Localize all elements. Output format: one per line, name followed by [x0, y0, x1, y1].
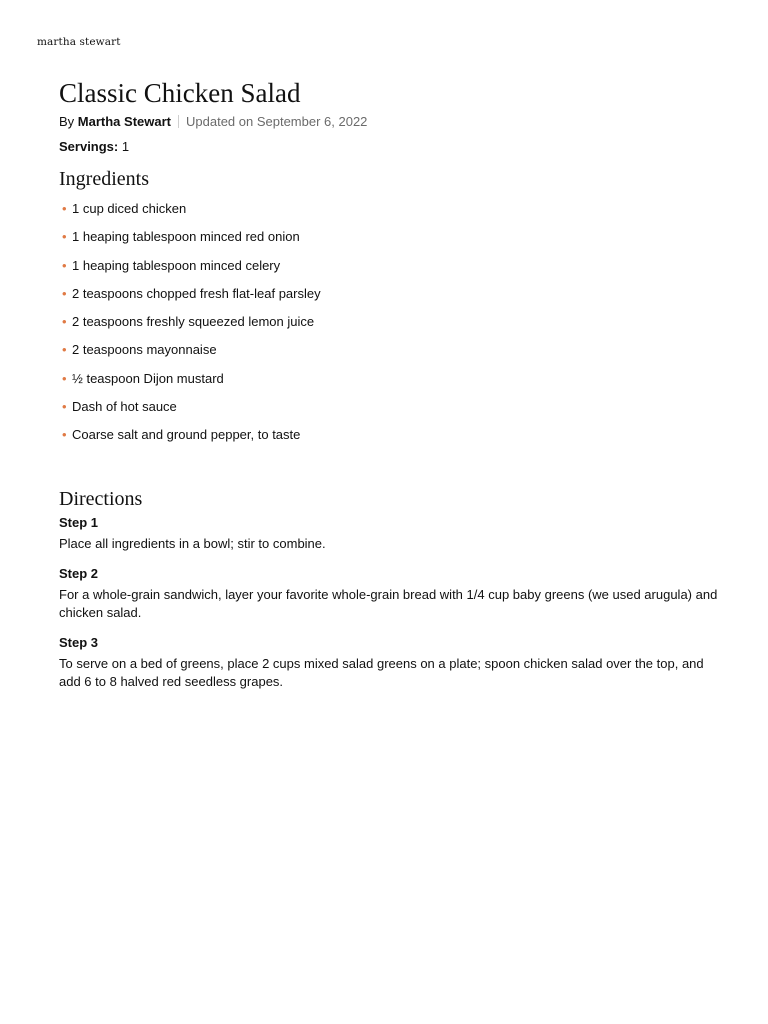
step-label: Step 3 [59, 635, 99, 650]
step-label: Step 1 [59, 515, 99, 530]
bullet-icon: • [62, 285, 67, 301]
ingredient-item [59, 340, 321, 368]
step-1 [59, 514, 719, 553]
bullet-icon: • [62, 314, 67, 330]
ingredient-item [59, 369, 321, 397]
ingredient-item [59, 199, 321, 227]
ingredient-text: 1 heaping tablespoon minced celery [72, 257, 281, 273]
ingredient-text: 2 teaspoons chopped fresh flat-leaf parsley [72, 285, 321, 301]
ingredient-text: Dash of hot sauce [72, 399, 177, 415]
step-2 [59, 565, 719, 622]
ingredient-item [59, 425, 321, 453]
servings [59, 138, 129, 156]
ingredients-list [59, 199, 321, 454]
servings-value: 1 [121, 139, 130, 154]
site-logo[interactable]: martha stewart [37, 36, 121, 48]
ingredient-item [59, 312, 321, 340]
directions-steps [59, 514, 719, 691]
step-text: Place all ingredients in a bowl; stir to combine. [59, 536, 326, 551]
ingredient-text: ½ teaspoon Dijon mustard [72, 370, 224, 386]
bullet-icon: • [62, 229, 67, 245]
bullet-icon: • [62, 257, 67, 273]
ingredient-text: Coarse salt and ground pepper, to taste [72, 427, 301, 443]
servings-label: Servings: [59, 139, 119, 154]
recipe-title: Classic Chicken Salad [59, 78, 301, 108]
ingredient-item [59, 227, 321, 255]
ingredient-item [59, 256, 321, 284]
updated-date: Updated on September 6, 2022 [186, 114, 368, 129]
directions-heading: Directions [59, 488, 143, 510]
step-label: Step 2 [59, 566, 99, 581]
bullet-icon: • [62, 427, 67, 443]
bullet-icon: • [62, 370, 67, 386]
ingredient-text: 1 cup diced chicken [72, 201, 187, 216]
author-link[interactable]: Martha Stewart [77, 114, 171, 129]
ingredient-text: 1 heaping tablespoon minced red onion [72, 229, 300, 245]
ingredient-text: 2 teaspoons freshly squeezed lemon juice [72, 314, 315, 330]
byline-divider [178, 115, 179, 128]
step-text: To serve on a bed of greens, place 2 cups mixed salad greens on a plate; spoon chicken salad over the top, and add 6 to 8 halved red seedless grapes. [59, 656, 704, 689]
ingredient-text: 2 teaspoons mayonnaise [72, 342, 217, 358]
bullet-icon: • [62, 342, 67, 358]
ingredient-item [59, 397, 321, 425]
ingredients-heading: Ingredients [59, 168, 149, 190]
step-text: For a whole-grain sandwich, layer your favorite whole-grain bread with 1/4 cup baby greens (we used arugula) and chicken salad. [59, 587, 718, 620]
byline-by: By [59, 114, 75, 129]
ingredient-item [59, 284, 321, 312]
step-3 [59, 634, 719, 691]
bullet-icon: • [62, 201, 67, 216]
bullet-icon: • [62, 399, 67, 415]
byline [59, 113, 367, 131]
